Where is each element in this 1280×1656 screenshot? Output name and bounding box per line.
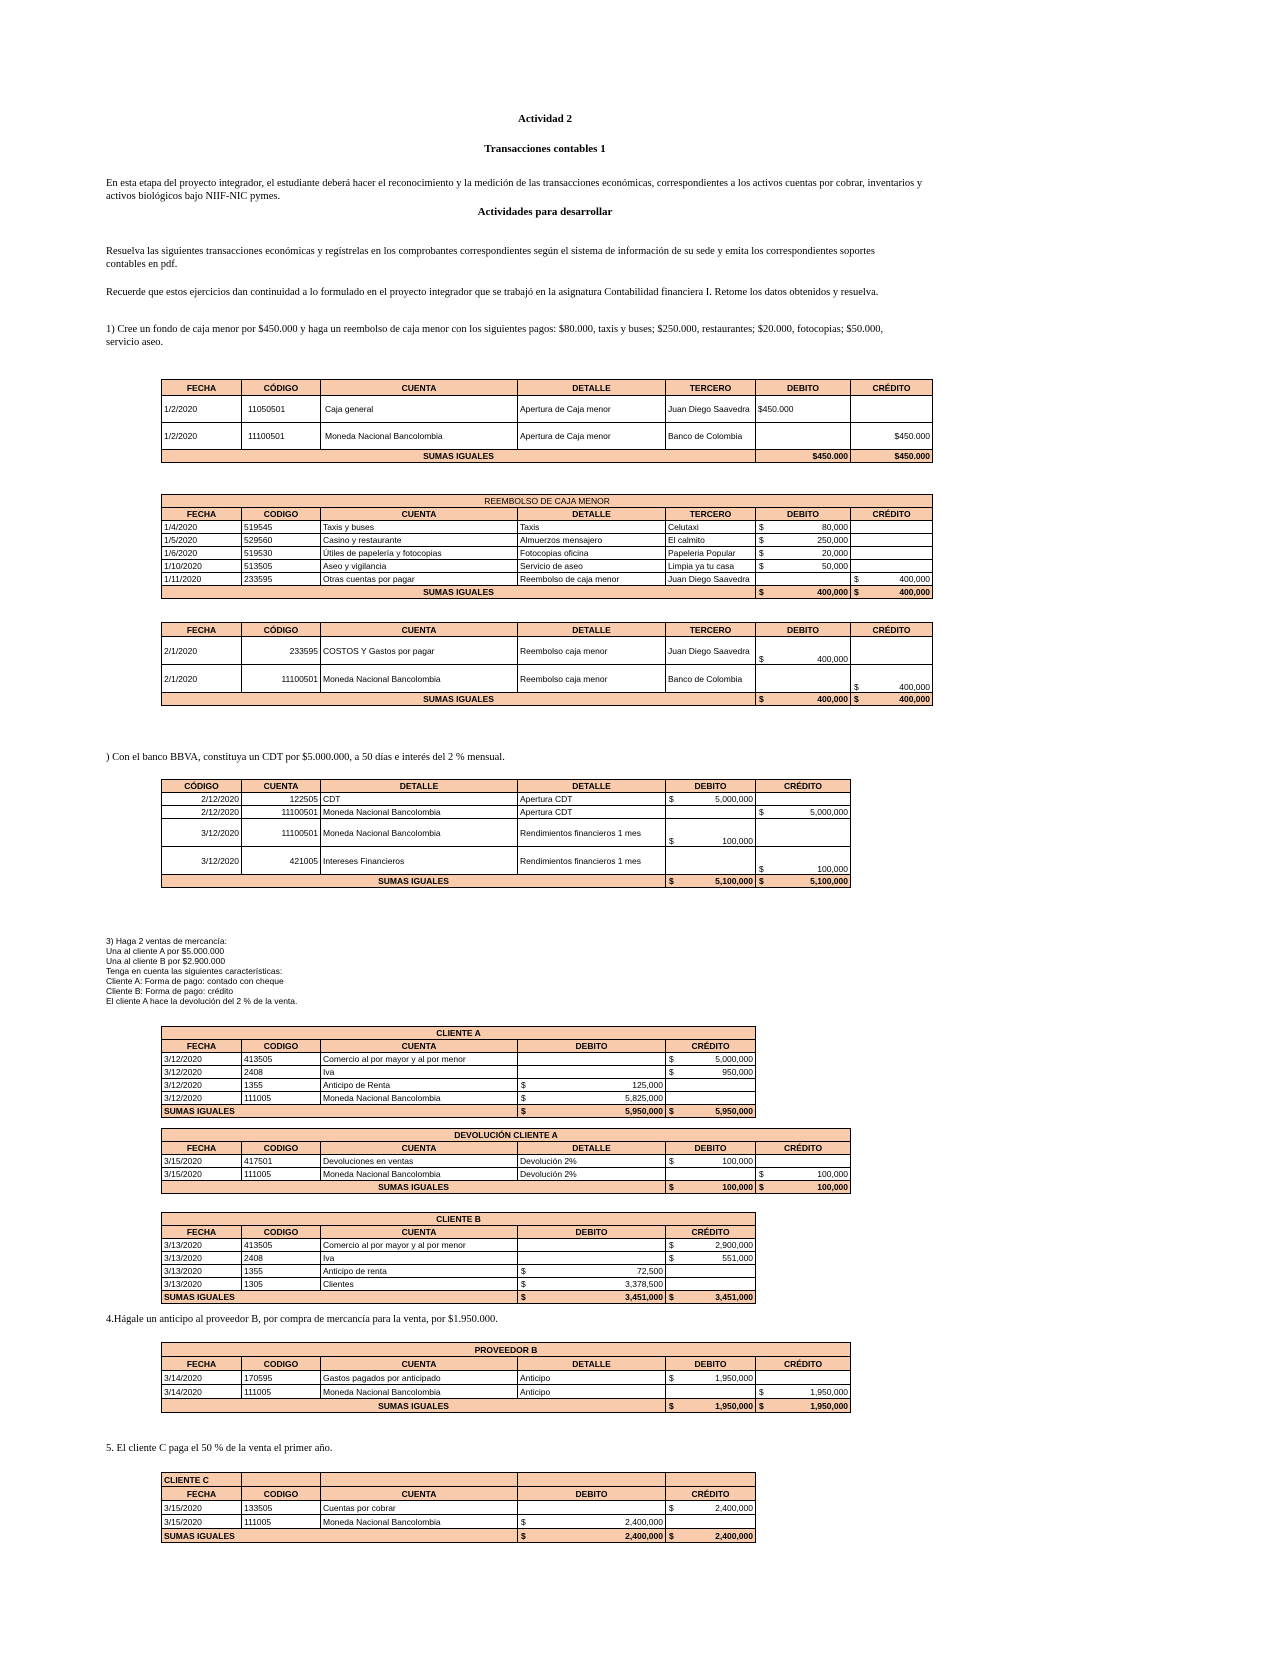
header-debito: DEBITO <box>756 380 851 396</box>
totals-row: SUMAS IGUALES $ 100,000 $ 100,000 <box>162 1181 851 1194</box>
reembolso-caja-menor-table: REEMBOLSO DE CAJA MENOR FECHA CODIGO CUENTA DETALLE TERCERO DEBITO CRÉDITO 1/4/2020 519545 Taxis y buses Taxis Celutaxi $ 80,000 1/5/2020 529560 Casino y restaurante Almuerzos mensajero El calmito $ 250,000 1/6/2020 519530 Útiles de papelería y fotocopias Fotocopias oficina Papeleria Popular $ 20,000 1/10/2020 513505 Aseo y vigilancia Servicio de aseo Limpia ya tu casa $ 50,000 1/11/2020 233595 Otras cuentas por pagar Reembolso de caja menor Juan Diego Saavedra $ 400,000 SUMAS IGUALES $ 400,000 $ 400,000 <box>161 494 933 599</box>
question-1: 1) Cree un fondo de caja menor por $450.000 y haga un reembolso de caja menor con los siguientes pagos: $80.000, taxis y buses; $250.000, restaurantes; $20.000, fotocopias; $50.000, servicio aseo. <box>106 324 884 348</box>
page-subtitle: Transacciones contables 1 <box>484 143 606 155</box>
reembolso-payment-table: FECHA CÓDIGO CUENTA DETALLE TERCERO DEBITO CRÉDITO 2/1/2020 233595 COSTOS Y Gastos por pagar Reembolso caja menor Juan Diego Saavedra $ 400,000 2/1/2020 11100501 Moneda Nacional Bancolombia Reembolso caja menor Banco de Colombia $ 400,000 SUMAS IGUALES $ 400,000 $ 400,000 <box>161 622 933 706</box>
question-2: ) Con el banco BBVA, constituya un CDT por $5.000.000, a 50 días e interés del 2 % mensual. <box>106 752 505 763</box>
table-row: 3/13/2020 413505 Comercio al por mayor y al por menor $ 2,900,000 <box>162 1239 756 1252</box>
totals-row: SUMAS IGUALES $ 1,950,000 $ 1,950,000 <box>162 1399 851 1413</box>
totals-row: SUMAS IGUALES $ 5,950,000 $ 5,950,000 <box>162 1105 756 1118</box>
question-5: 5. El cliente C paga el 50 % de la venta el primer año. <box>106 1443 333 1454</box>
table-row: 1/2/2020 11100501 Moneda Nacional Bancolombia Apertura de Caja menor Banco de Colombia $450.000 <box>162 423 933 450</box>
activities-heading: Actividades para desarrollar <box>477 206 613 218</box>
header-cuenta: CUENTA <box>321 380 518 396</box>
table-row: 3/15/2020 111005 Moneda Nacional Bancolombia Devolución 2% $ 100,000 <box>162 1168 851 1181</box>
table-row: 3/14/2020 111005 Moneda Nacional Bancolombia Anticipo $ 1,950,000 <box>162 1385 851 1399</box>
table-title: CLIENTE A <box>162 1027 756 1040</box>
proveedor-b-table: PROVEEDOR B FECHA CODIGO CUENTA DETALLE DEBITO CRÉDITO 3/14/2020 170595 Gastos pagados por anticipado Anticipo $ 1,950,000 3/14/2020 111005 Moneda Nacional Bancolombia Anticipo $ 1,950,000 SUMAS IGUALES $ 1,950,000 $ 1,950,000 <box>161 1342 851 1413</box>
table-row: 3/15/2020 133505 Cuentas por cobrar $ 2,400,000 <box>162 1501 756 1515</box>
table-row: 1/10/2020 513505 Aseo y vigilancia Servicio de aseo Limpia ya tu casa $ 50,000 <box>162 560 933 573</box>
totals-row: SUMAS IGUALES $ 3,451,000 $ 3,451,000 <box>162 1291 756 1304</box>
header-detalle: DETALLE <box>518 380 666 396</box>
table-row: 3/13/2020 1305 Clientes $ 3,378,500 <box>162 1278 756 1291</box>
caja-menor-opening-table <box>161 379 933 463</box>
table-title: REEMBOLSO DE CAJA MENOR <box>162 495 933 508</box>
cdt-table: CÓDIGO CUENTA DETALLE DETALLE DEBITO CRÉDITO 2/12/2020 122505 CDT Apertura CDT $ 5,000,000 2/12/2020 11100501 Moneda Nacional Bancolombia Apertura CDT $ 5,000,000 3/12/2020 11100501 Moneda Nacional Bancolombia Rendimientos financieros 1 mes $ 100,000 3/12/2020 421005 Intereses Financieros Rendimientos financieros 1 mes $ 100,000 SUMAS IGUALES $ 5,100,000 $ 5,100,000 <box>161 779 851 888</box>
intro-paragraph: En esta etapa del proyecto integrador, el estudiante deberá hacer el reconocimiento y la medición de las transacciones económicas, correspondientes a los activos cuentas por cobrar, inventarios y activos biológicos bajo NIIF-NIC pymes. <box>106 178 923 202</box>
table-row: 3/12/2020 2408 Iva $ 950,000 <box>162 1066 756 1079</box>
table-row: 3/12/2020 421005 Intereses Financieros Rendimientos financieros 1 mes $ 100,000 <box>162 847 851 875</box>
cliente-b-table: CLIENTE B FECHA CODIGO CUENTA DEBITO CRÉDITO 3/13/2020 413505 Comercio al por mayor y al por menor $ 2,900,000 3/13/2020 2408 Iva $ 551,000 3/13/2020 1355 Anticipo de renta $ 72,500 3/13/2020 1305 Clientes $ 3,378,500 SUMAS IGUALES $ 3,451,000 $ 3,451,000 <box>161 1212 756 1304</box>
table-row: 2/12/2020 122505 CDT Apertura CDT $ 5,000,000 <box>162 793 851 806</box>
table-row: 3/13/2020 1355 Anticipo de renta $ 72,500 <box>162 1265 756 1278</box>
table-row: 2/1/2020 11100501 Moneda Nacional Bancolombia Reembolso caja menor Banco de Colombia $ 400,000 <box>162 665 933 693</box>
totals-row: SUMAS IGUALES $ 2,400,000 $ 2,400,000 <box>162 1529 756 1543</box>
table-row: 2/1/2020 233595 COSTOS Y Gastos por pagar Reembolso caja menor Juan Diego Saavedra $ 400,000 <box>162 637 933 665</box>
header-codigo: CÓDIGO <box>242 380 321 396</box>
table-row: 1/11/2020 233595 Otras cuentas por pagar Reembolso de caja menor Juan Diego Saavedra $ 400,000 <box>162 573 933 586</box>
totals-row: SUMAS IGUALES $ 400,000 $ 400,000 <box>162 586 933 599</box>
header-credito: CRÉDITO <box>851 380 933 396</box>
table-row: 1/5/2020 529560 Casino y restaurante Almuerzos mensajero El calmito $ 250,000 <box>162 534 933 547</box>
table-row: 3/15/2020 417501 Devoluciones en ventas Devolución 2% $ 100,000 <box>162 1155 851 1168</box>
totals-row: SUMAS IGUALES $ 400,000 $ 400,000 <box>162 693 933 706</box>
table-row: 3/12/2020 111005 Moneda Nacional Bancolombia $ 5,825,000 <box>162 1092 756 1105</box>
table-title: CLIENTE C <box>162 1473 242 1487</box>
page-title: Actividad 2 <box>517 113 573 125</box>
table-title: PROVEEDOR B <box>162 1343 851 1357</box>
cliente-c-table: CLIENTE C FECHA CODIGO CUENTA DEBITO CRÉDITO 3/15/2020 133505 Cuentas por cobrar $ 2,400,000 3/15/2020 111005 Moneda Nacional Bancolombia $ 2,400,000 SUMAS IGUALES $ 2,400,000 $ 2,400,000 <box>161 1472 756 1543</box>
cliente-a-table: CLIENTE A FECHA CODIGO CUENTA DEBITO CRÉDITO 3/12/2020 413505 Comercio al por mayor y al por menor $ 5,000,000 3/12/2020 2408 Iva $ 950,000 3/12/2020 1355 Anticipo de Renta $ 125,000 3/12/2020 111005 Moneda Nacional Bancolombia $ 5,825,000 SUMAS IGUALES $ 5,950,000 $ 5,950,000 <box>161 1026 756 1118</box>
totals-row: SUMAS IGUALES $ 5,100,000 $ 5,100,000 <box>162 875 851 888</box>
table-row: 3/12/2020 1355 Anticipo de Renta $ 125,000 <box>162 1079 756 1092</box>
header-fecha: FECHA <box>162 380 242 396</box>
reminder-paragraph: Recuerde que estos ejercicios dan continuidad a lo formulado en el proyecto integrador que se trabajó en la asignatura Contabilidad financiera I. Retome los datos obtenidos y resuelva. <box>106 287 879 298</box>
table-row: 3/13/2020 2408 Iva $ 551,000 <box>162 1252 756 1265</box>
table-row: 2/12/2020 11100501 Moneda Nacional Bancolombia Apertura CDT $ 5,000,000 <box>162 806 851 819</box>
header-tercero: TERCERO <box>666 380 756 396</box>
table-row: 3/14/2020 170595 Gastos pagados por anticipado Anticipo $ 1,950,000 <box>162 1371 851 1385</box>
totals-row: SUMAS IGUALES $450.000 $450.000 <box>162 450 933 463</box>
table-row: 3/15/2020 111005 Moneda Nacional Bancolombia $ 2,400,000 <box>162 1515 756 1529</box>
table-title: DEVOLUCIÓN CLIENTE A <box>162 1129 851 1142</box>
question-3: 3) Haga 2 ventas de mercancía: Una al cliente A por $5.000.000 Una al cliente B por $2.900.000 Tenga en cuenta las siguientes características: Cliente A: Forma de pago: contado con cheque Cliente B: Forma de pago: crédito El cliente A hace la devolución del 2 % de la venta. <box>106 936 298 1006</box>
table-row: 1/2/2020 11050501 Caja general Apertura de Caja menor Juan Diego Saavedra $450.000 <box>162 396 933 423</box>
table-row: 1/4/2020 519545 Taxis y buses Taxis Celutaxi $ 80,000 <box>162 521 933 534</box>
devolucion-cliente-a-table: DEVOLUCIÓN CLIENTE A FECHA CODIGO CUENTA DETALLE DEBITO CRÉDITO 3/15/2020 417501 Devoluciones en ventas Devolución 2% $ 100,000 3/15/2020 111005 Moneda Nacional Bancolombia Devolución 2% $ 100,000 SUMAS IGUALES $ 100,000 $ 100,000 <box>161 1128 851 1194</box>
instructions-paragraph: Resuelva las siguientes transacciones económicas y regístrelas en los comprobantes correspondientes según el sistema de información de su sede y emita los correspondientes soportes contables en pdf. <box>106 246 875 270</box>
question-4: 4.Hágale un anticipo al proveedor B, por compra de mercancía para la venta, por $1.950.000. <box>106 1314 498 1325</box>
table-row: 3/12/2020 11100501 Moneda Nacional Bancolombia Rendimientos financieros 1 mes $ 100,000 <box>162 819 851 847</box>
table-row: 1/6/2020 519530 Útiles de papelería y fotocopias Fotocopias oficina Papeleria Popular $ 20,000 <box>162 547 933 560</box>
table-row: 3/12/2020 413505 Comercio al por mayor y al por menor $ 5,000,000 <box>162 1053 756 1066</box>
table-title: CLIENTE B <box>162 1213 756 1226</box>
